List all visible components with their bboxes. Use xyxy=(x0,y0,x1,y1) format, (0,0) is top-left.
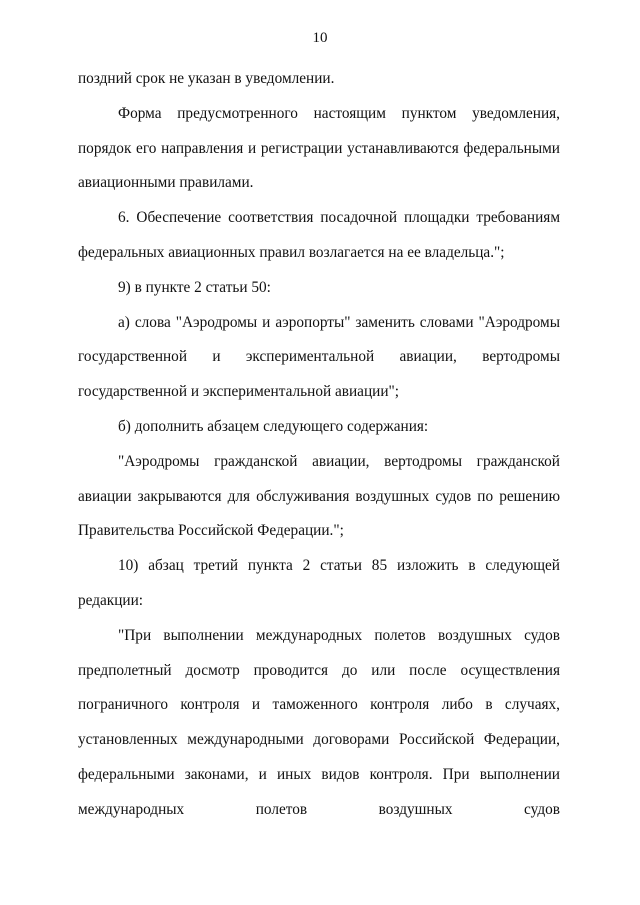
paragraph-item-6: 6. Обеспечение соответствия посадочной площадки требованиям федеральных авиационных правил возлагается на ее владельца."; xyxy=(78,209,560,261)
paragraph-item-10: 10) абзац третий пункта 2 статьи 85 изложить в следующей редакции: xyxy=(78,557,560,609)
paragraph-subitem-b: б) дополнить абзацем следующего содержания: xyxy=(118,417,429,435)
paragraph-quote-international-flights: "При выполнении международных полетов воздушных судов предполетный досмотр проводится до или после осуществления пограничного контроля и таможенного контроля либо в случаях, установленных международными договорами Российской Федерации, федеральными законами, и иных видов контроля. При выполнении международных полетов воздушных судов xyxy=(78,626,560,818)
paragraph-item-9: 9) в пункте 2 статьи 50: xyxy=(118,278,271,296)
paragraph-continuation: поздний срок не указан в уведомлении. xyxy=(78,70,335,87)
page-number: 10 xyxy=(312,30,328,46)
paragraph-notice-form: Форма предусмотренного настоящим пунктом уведомления, порядок его направления и регистрации устанавливаются федеральными авиационными правилами. xyxy=(78,104,560,192)
document-body xyxy=(78,62,560,828)
paragraph-subitem-a: а) слова "Аэродромы и аэропорты" заменить словами "Аэродромы государственной и экспериментальной авиации, вертодромы государственной и экспериментальной авиации"; xyxy=(78,313,560,401)
paragraph-quote-aerodromes: "Аэродромы гражданской авиации, вертодромы гражданской авиации закрываются для обслуживания воздушных судов по решению Правительства Российской Федерации."; xyxy=(78,452,560,540)
